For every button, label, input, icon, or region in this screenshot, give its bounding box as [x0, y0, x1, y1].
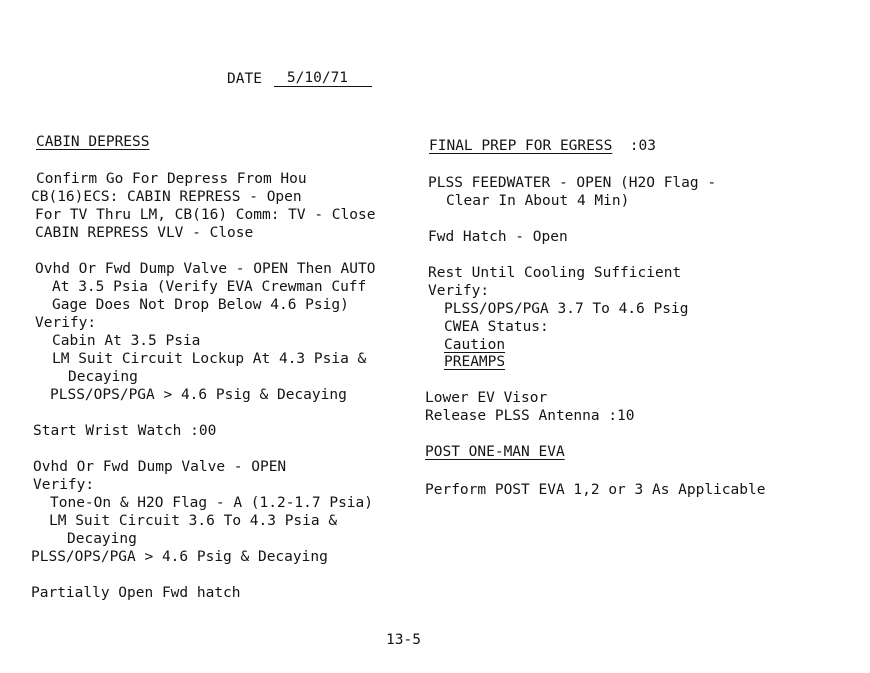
step-line: Confirm Go For Depress From Hou: [36, 171, 307, 187]
step-line: At 3.5 Psia (Verify EVA Crewman Cuff: [52, 279, 367, 295]
step-line: PLSS FEEDWATER - OPEN (H2O Flag -: [428, 175, 717, 191]
step-line: Ovhd Or Fwd Dump Valve - OPEN: [33, 459, 287, 475]
step-line: Verify:: [33, 477, 95, 493]
step-line: PLSS/OPS/PGA > 4.6 Psig & Decaying: [50, 387, 347, 403]
date-row: [227, 70, 372, 87]
step-line: Decaying: [67, 531, 137, 547]
post-eva-title: POST ONE-MAN EVA: [425, 444, 565, 460]
step-line: Tone-On & H2O Flag - A (1.2-1.7 Psia): [50, 495, 374, 511]
date-label: DATE: [227, 71, 262, 87]
step-line: Clear In About 4 Min): [446, 193, 630, 209]
final-prep-heading: [429, 137, 656, 155]
step-line: Decaying: [68, 369, 138, 385]
final-prep-time: :03: [629, 138, 656, 154]
final-prep-title: FINAL PREP FOR EGRESS: [429, 138, 613, 154]
step-line: PLSS/OPS/PGA 3.7 To 4.6 Psig: [444, 301, 689, 317]
date-value: 5/10/71: [274, 70, 372, 87]
step-line: Partially Open Fwd hatch: [31, 585, 241, 601]
step-line: PREAMPS: [444, 354, 506, 370]
step-line: Ovhd Or Fwd Dump Valve - OPEN Then AUTO: [35, 261, 376, 277]
step-line: Verify:: [35, 315, 97, 331]
page-number: 13-5: [386, 632, 421, 648]
step-line: Cabin At 3.5 Psia: [52, 333, 201, 349]
step-line: CABIN REPRESS VLV - Close: [35, 225, 254, 241]
step-line: Release PLSS Antenna :10: [425, 408, 635, 424]
step-line: Verify:: [428, 283, 490, 299]
step-line: Gage Does Not Drop Below 4.6 Psig): [52, 297, 349, 313]
step-line: PLSS/OPS/PGA > 4.6 Psig & Decaying: [31, 549, 328, 565]
step-line: Start Wrist Watch :00: [33, 423, 217, 439]
step-line: For TV Thru LM, CB(16) Comm: TV - Close: [35, 207, 376, 223]
step-line: Lower EV Visor: [425, 390, 548, 406]
step-line: CB(16)ECS: CABIN REPRESS - Open: [31, 189, 302, 205]
step-line: Caution: [444, 337, 506, 353]
step-line: Fwd Hatch - Open: [428, 229, 568, 245]
step-line: CWEA Status:: [444, 319, 549, 335]
cabin-depress-title: CABIN DEPRESS: [36, 134, 150, 150]
step-line: LM Suit Circuit Lockup At 4.3 Psia &: [52, 351, 367, 367]
step-line: Perform POST EVA 1,2 or 3 As Applicable: [425, 482, 766, 498]
step-line: Rest Until Cooling Sufficient: [428, 265, 682, 281]
step-line: LM Suit Circuit 3.6 To 4.3 Psia &: [49, 513, 338, 529]
